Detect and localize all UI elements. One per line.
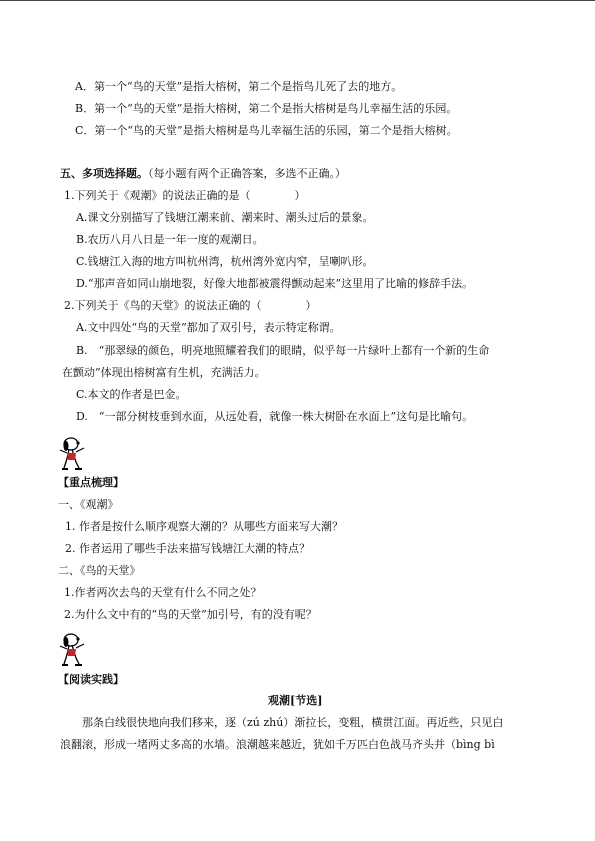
q1-stem: 1.下列关于《观潮》的说法正确的是（ ） bbox=[64, 189, 306, 202]
q2-option-b: B. “那翠绿的颜色，明亮地照耀着我们的眼睛，似乎每一片绿叶上都有一个新的生命 bbox=[76, 344, 490, 357]
passage-line-2: 浪翻滚，形成一堵两丈多高的水墙。浪潮越来越近，犹如千万匹白色战马齐头并（bìng bì bbox=[60, 738, 495, 751]
q1-option-d: D.“那声音如同山崩地裂，好像大地都被震得颤动起来”这里用了比喻的修辞手法。 bbox=[76, 277, 474, 290]
focus-part2-title: 二、《鸟的天堂》 bbox=[58, 564, 141, 577]
q2-option-d: D. “一部分树枝垂到水面，从远处看，就像一株大树卧在水面上”这句是比喻句。 bbox=[76, 410, 474, 423]
q1-option-a: A.课文分别描写了钱塘江潮来前、潮来时、潮头过后的景象。 bbox=[76, 211, 374, 224]
q1-option-c: C.钱塘江入海的地方叫杭州湾，杭州湾外宽内窄，呈喇叭形。 bbox=[76, 255, 374, 268]
reading-heading: 【阅读实践】 bbox=[58, 673, 124, 686]
q2-option-c: C.本文的作者是巴金。 bbox=[76, 388, 187, 401]
option-a: A．第一个“鸟的天堂”是指大榕树，第二个是指鸟儿死了去的地方。 bbox=[75, 80, 403, 93]
passage-line-1: 那条白线很快地向我们移来，逐（zú zhú）渐拉长，变粗，横贯江面。再近些，只见白 bbox=[82, 716, 504, 729]
q2-stem: 2.下列关于《鸟的天堂》的说法正确的（ ） bbox=[64, 299, 317, 312]
section5-note: （每小题有两个正确答案，多选不正确。） bbox=[148, 167, 346, 180]
snoopy-dog-icon bbox=[56, 436, 90, 470]
focus-part2-item-1: 1.作者两次去鸟的天堂有什么不同之处？ bbox=[64, 586, 262, 599]
option-c: C．第一个“鸟的天堂”是指大榕树是鸟儿幸福生活的乐园，第二个是指大榕树。 bbox=[75, 124, 458, 137]
focus-part1-title: 一、《观潮》 bbox=[58, 498, 119, 511]
focus-part1-item-2: 2. 作者运用了哪些手法来描写钱塘江大潮的特点？ bbox=[65, 542, 310, 555]
snoopy-dog-icon bbox=[56, 632, 90, 666]
q2-option-b-cont: 在颤动”体现出榕树富有生机，充满活力。 bbox=[62, 366, 266, 379]
option-b: B．第一个“鸟的天堂”是指大榕树，第二个是指大榕树是鸟儿幸福生活的乐园。 bbox=[75, 102, 458, 115]
focus-part1-item-1: 1. 作者是按什么顺序观察大潮的？从哪些方面来写大潮？ bbox=[65, 520, 343, 533]
section5-heading-line bbox=[60, 166, 346, 181]
section5-heading: 五、多项选择题。 bbox=[60, 167, 148, 180]
q2-option-a: A.文中四处“鸟的天堂”都加了双引号，表示特定称谓。 bbox=[76, 321, 341, 334]
passage-title: 观潮[节选] bbox=[268, 694, 323, 707]
focus-part2-item-2: 2.为什么文中有的“鸟的天堂”加引号，有的没有呢？ bbox=[64, 608, 317, 621]
focus-heading: 【重点梳理】 bbox=[58, 476, 124, 489]
page-top-border bbox=[0, 0, 595, 1]
q1-option-b: B.农历八月八日是一年一度的观潮日。 bbox=[76, 233, 264, 246]
